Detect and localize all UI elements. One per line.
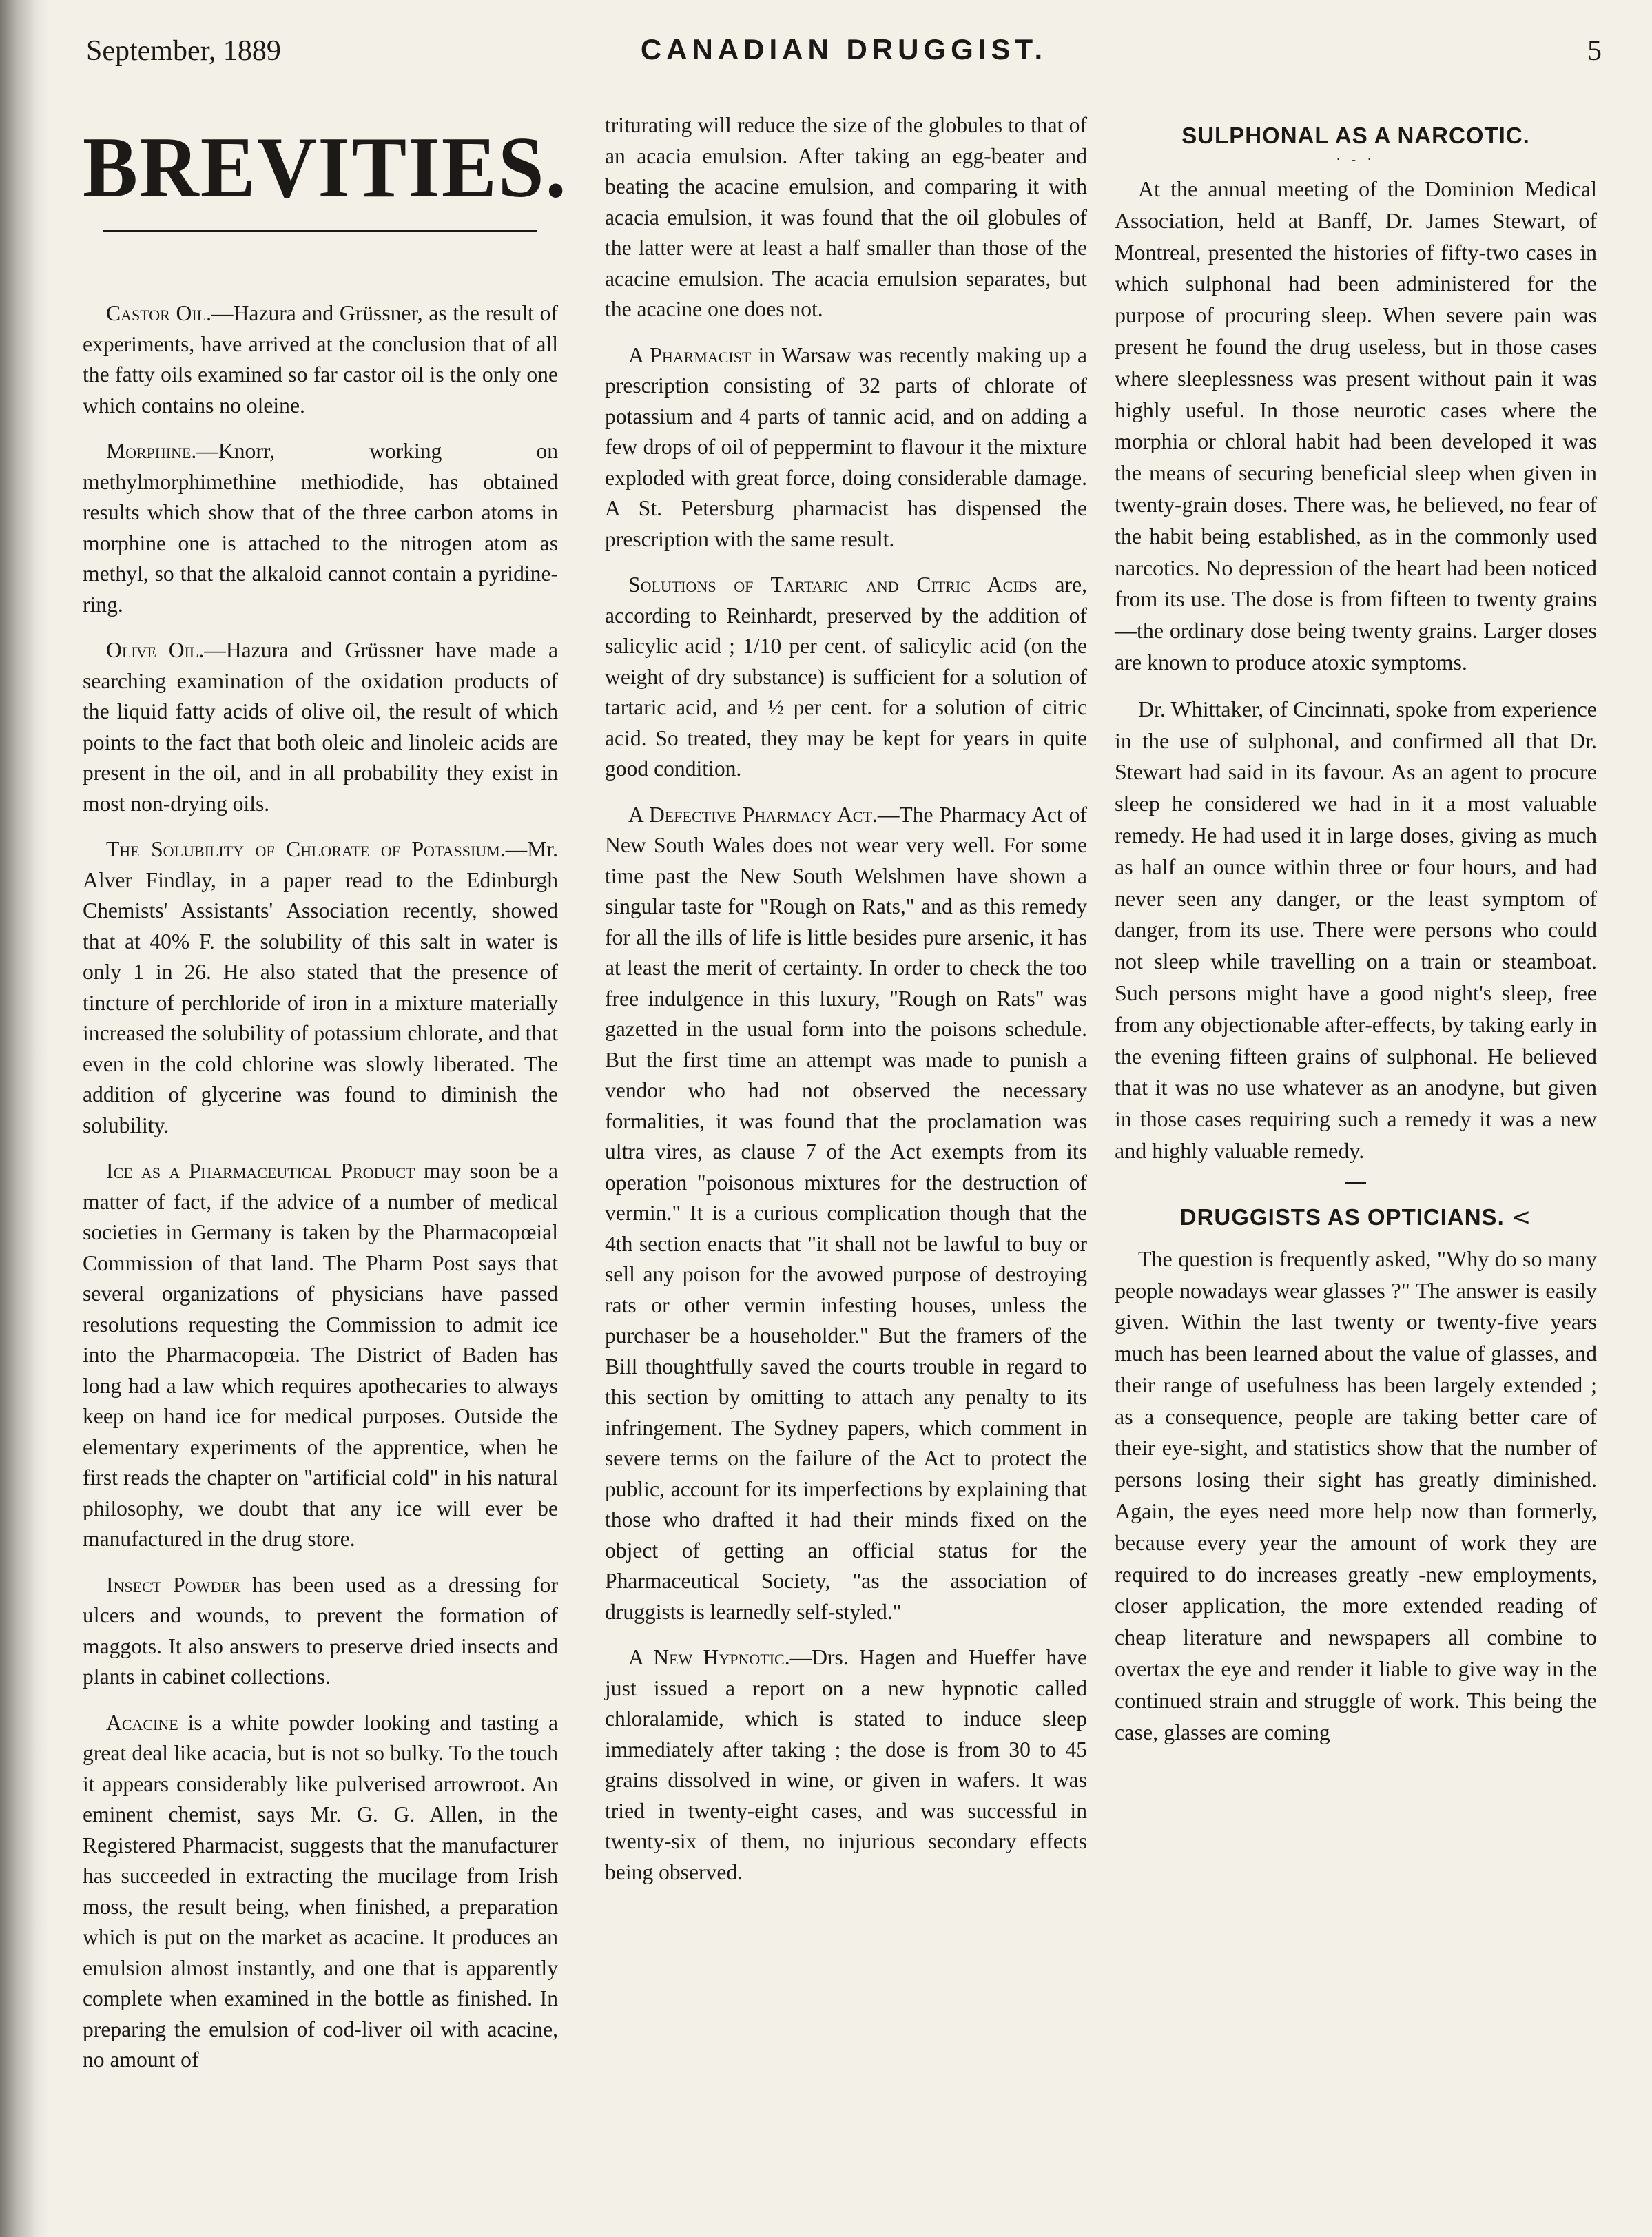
article-morphine (83, 436, 558, 620)
article-sulphonal-para-1: At the annual meeting of the Dominion Medical Association, held at Banff, Dr. James Stewart, of Montreal, presented the histories of fifty-two cases in which sulphonal had been administered for the purpose of procuring sleep. When severe pain was present he found the drug useless, but in those cases where sleeplessness was present without pain it was highly useful. In those neurotic cases where the morphia or chloral habit had been developed it was the means of securing beneficial sleep when given in twenty-grain doses. There was, he believed, no fear of the habit being established, as in the commonly used narcotics. No depression of the heart had been noticed from its use. The dose is from fifteen to twenty grains—the ordinary dose being twenty grains. Larger doses are known to produce atoxic symptoms. (1115, 176, 1597, 674)
article-new-hypnotic (605, 1642, 1087, 1888)
page-number: 5 (1587, 35, 1602, 67)
column-2 (605, 110, 1087, 1903)
article-tartaric-citric (605, 570, 1087, 785)
section-title-brevities: BREVITIES. (83, 118, 568, 216)
article-defective-pharmacy-act (605, 800, 1087, 1628)
article-text: —The Pharmacy Act of New South Wales does not wear very well. For some time past the New South Welshmen have shown a singular taste for "Rough on Rats," and as this remedy for all the ills of life is little besides pure arsenic, it has at least the merit of certainty. In order to check the too free indulgence in this luxury, "Rough on Rats" was gazetted in the usual form into the poisons schedule. But the first time an attempt was made to punish a vendor who had not observed the necessary formalities, it was found that the proclamation was ultra vires, as clause 7 of the Act exempts from its operation "poisonous mixtures for the destruction of vermin." It is a curious complication though that the 4th section enacts that "it shall not be lawful to buy or sell any poison for the avowed purpose of destroying rats or other vermin infesting houses, unless the purchaser be a householder." But the framers of the Bill thoughtfully saved the courts trouble in regard to this section by omitting to attach any penalty to its infringement. The Sydney papers, which comment in severe terms on the failure of the Act to protect the public, account for its imperfections by explaining that those who drafted it had their minds fixed on the object of getting an official status for the Pharmaceutical Society, "as the association of druggists is learnedly self-styled." (605, 802, 1087, 1624)
article-lead: Morphine. (106, 439, 197, 463)
column-1 (83, 110, 568, 2091)
article-text: are, according to Reinhardt, preserved by the addition of salicylic acid ; 1/10 per cent. of salicylic acid (on the weight of dry substance) is sufficient for a solution of tartaric acid, and ½ per cent. for a solution of citric acid. So treated, they may be kept for years in quite good condition. (605, 573, 1087, 781)
article-lead: A New Hypnotic. (628, 1645, 790, 1669)
article-text: may soon be a matter of fact, if the advice of a number of medical societies in Germany is taken by the Pharmacopœial Commission of that land. The Pharm Post says that several organizations of physicians have passed resolutions requesting the Commission to admit ice into the Pharmacopœia. The District of Baden has long had a law which requires apothecaries to always keep on hand ice for medical purposes. Outside the elementary experiments of the apprentice, when he first reads the chapter on "artificial cold" in his natural philosophy, we doubt that any ice will ever be manufactured in the drug store. (83, 1159, 558, 1551)
article-acacine (83, 1708, 558, 2076)
article-text: —Knorr, working on methylmorphimethine methiodide, has obtained results which show that of the three carbon atoms in morphine one is attached to the nitrogen atom as methyl, so that the alkaloid cannot contain a pyridine-ring. (83, 439, 558, 617)
page-edge-shadow (0, 0, 50, 2237)
article-text: has been used as a dressing for ulcers and wounds, to prevent the formation of maggots. It also answers to preserve dried insects and plants in cabinet collections. (83, 1572, 559, 1689)
journal-title: CANADIAN DRUGGIST. (640, 33, 1048, 65)
article-sulphonal-para-2: Dr. Whittaker, of Cincinnati, spoke from experience in the use of sulphonal, and confirmed all that Dr. Stewart had said in its favour. As an agent to procure sleep he considered we had in it a most valuable remedy. He had used it in large doses, giving as much as half an ounce within three or four hours, and had never seen any danger, or the least symptom of danger, from its use. There were persons who could not sleep while travelling on a train or steamboat. Such persons might have a good night's sleep, free from any objectionable after-effects, by taking early in the evening fifteen grains of sulphonal. He believed that it was no use whatever as an anodyne, but given in those cases requiring such a remedy it was a new and highly valuable remedy. (1115, 696, 1597, 1163)
article-lead: A Pharmacist (628, 342, 752, 367)
article-text: —Hazura and Grüssner have made a searching examination of the oxidation products of the liquid fatty acids of olive oil, the result of which points to the fact that both oleic and linoleic acids are present in the oil, and in all probability they exist in most non-drying oils. (83, 638, 558, 816)
article-lead: Acacine (106, 1710, 178, 1735)
article-opticians-para-1: The question is frequently asked, "Why do so many people nowadays wear glasses ?" The answer is easily given. Within the last twenty or twenty-five years much has been learned about the value of glasses, and their range of usefulness has been largely extended ; as a consequence, people are taking better care of their eye-sight, and statistics show that the number of persons losing their sight has greatly diminished. Again, the eyes need more help now than formerly, because every year the amount of work they are required to do increases greatly -new employments, closer application, the more extended reading of cheap literature and newspapers all combine to overtax the eye and render it liable to give way in the continued strain and struggle of work. This being the case, glasses are coming (1115, 1246, 1597, 1744)
article-chlorate-solubility (83, 834, 558, 1141)
article-olive-oil (83, 635, 558, 819)
issue-date: September, 1889 (86, 35, 281, 67)
heading-ornament: · - · (1336, 152, 1376, 166)
section-separator (1345, 1182, 1366, 1184)
article-lead: A Defective Pharmacy Act. (628, 802, 878, 827)
article-insect-powder (83, 1570, 558, 1693)
article-lead: Solutions of Tartaric and Citric Acids (628, 573, 1037, 597)
article-lead: Olive Oil. (106, 638, 205, 662)
article-text: —Hazura and Grüssner, as the result of experiments, have arrived at the conclusion that of all the fatty oils examined so far castor oil is the only one which contains no oleine. (83, 301, 558, 417)
pencil-mark-icon: < (1511, 1203, 1532, 1231)
heading-druggists-opticians (1115, 1204, 1597, 1231)
heading-sulphonal: SULPHONAL AS A NARCOTIC. (1181, 123, 1530, 148)
article-ice (83, 1156, 558, 1555)
heading-text: DRUGGISTS AS OPTICIANS. (1179, 1204, 1505, 1230)
article-text: —Drs. Hagen and Hueffer have just issued a report on a new hypnotic called chloralamide, which is stated to induce sleep immediately after taking ; the dose is from 30 to 45 grains dissolved in wine, or given in wafers. It was tried in twenty-eight cases, and was successful in twenty-six of them, no injurious secondary effects being observed. (605, 1645, 1087, 1884)
article-lead: Ice as a Pharmaceutical Product (106, 1159, 415, 1183)
article-lead: Castor Oil. (106, 301, 212, 325)
article-lead: The Solubility of Chlorate of Potassium. (106, 837, 506, 861)
column-3 (1115, 110, 1597, 1763)
article-lead: Insect Powder (106, 1572, 241, 1597)
article-text: in Warsaw was recently making up a prescription consisting of 32 parts of chlorate of potassium and 4 parts of tannic acid, and on adding a few drops of oil of peppermint to flavour it the mixture exploded with great force, doing considerable damage. A St. Petersburg pharmacist has dispensed the prescription with the same result. (605, 342, 1088, 551)
page-header (86, 29, 1602, 77)
article-castor-oil (83, 298, 558, 421)
article-text: is a white powder looking and tasting a great deal like acacia, but is not so bulky. To the touch it appears considerably like pulverised arrowroot. An eminent chemist, says Mr. G. G. Allen, in the Registered Pharmacist, suggests that the manufacturer has succeeded in extracting the mucilage from Irish moss, the result being, when finished, a preparation which is put on the market as acacine. It produces an emulsion almost instantly, and one that is apparently complete when examined in the bottle as finished. In preparing the emulsion of cod-liver oil with acacine, no amount of (83, 1710, 558, 2072)
article-warsaw-pharmacist (605, 340, 1087, 555)
article-acacine-continued: triturating will reduce the size of the globules to that of an acacia emulsion. After taking an egg-beater and beating the acacine emulsion, and comparing it with acacia emulsion, it was found that the oil globules of the latter were at least a half smaller than those of the acacine emulsion. The acacia emulsion separates, but the acacine one does not. (605, 113, 1087, 321)
article-text: —Mr. Alver Findlay, in a paper read to the Edinburgh Chemists' Assistants' Association recently, showed that at 40% F. the solubility of this salt in water is only 1 in 26. He also stated that the presence of tincture of perchloride of iron in a mixture materially increased the solubility of potassium chlorate, and that even in the cold chlorine was slowly liberated. The addition of glycerine was found to diminish the solubility. (83, 837, 558, 1137)
